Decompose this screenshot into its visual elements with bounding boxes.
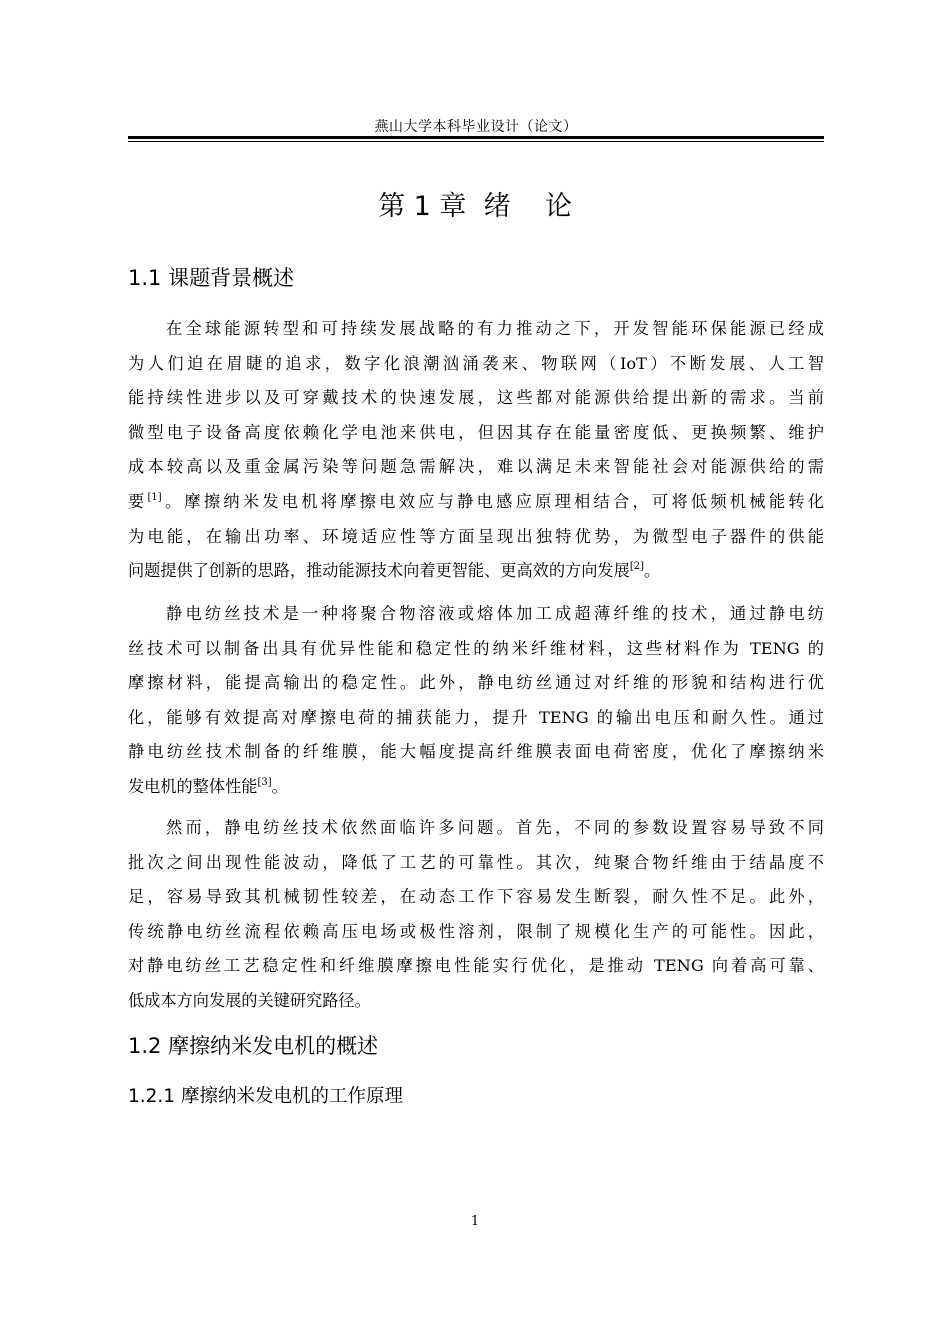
paragraph-1 [128, 312, 824, 589]
text-line [128, 485, 824, 520]
text-line: 静电纺丝技术制备的纤维膜，能大幅度提高纤维膜表面电荷密度，优化了摩擦纳米 [128, 742, 824, 762]
text-line: 成本较高以及重金属污染等问题急需解决，难以满足未来智能社会对能源供给的需 [128, 457, 824, 477]
chapter-title: 第 1 章 绪 论 [378, 191, 572, 222]
text-line: 化，能够有效提高对摩擦电荷的捕获能力，提升 TENG 的输出电压和耐久性。通过 [128, 707, 824, 727]
text-line [128, 770, 824, 805]
subsection-heading-1-2-1: 1.2.1 摩擦纳米发电机的工作原理 [128, 1086, 403, 1107]
header-rule-thin [128, 141, 824, 142]
section-heading-1-1: 1.1 课题背景概述 [128, 266, 295, 290]
text-line: 为人们迫在眉睫的追求，数字化浪潮汹涌袭来、物联网（IoT）不断发展、人工智 [128, 353, 824, 373]
citation-ref: [1] [147, 491, 162, 503]
text-line: 足，容易导致其机械韧性较差，在动态工作下容易发生断裂，耐久性不足。此外， [128, 887, 824, 907]
citation-ref: [3] [257, 776, 272, 788]
paragraph-3 [128, 811, 824, 1019]
text-fragment: 。 [271, 776, 288, 796]
text-line: 对静电纺丝工艺稳定性和纤维膜摩擦电性能实行优化，是推动 TENG 向着高可靠、 [128, 956, 824, 976]
header-rule-thick [128, 136, 824, 139]
text-line: 批次之间出现性能波动，降低了工艺的可靠性。其次，纯聚合物纤维由于结晶度不 [128, 852, 824, 872]
text-line: 静电纺丝技术是一种将聚合物溶液或熔体加工成超薄纤维的技术，通过静电纺 [166, 604, 824, 623]
text-line: 然而，静电纺丝技术依然面临许多问题。首先，不同的参数设置容易导致不同 [166, 818, 824, 837]
text-fragment: 发电机的整体性能 [128, 776, 258, 796]
page-number: 1 [470, 1214, 480, 1229]
text-fragment: 。摩擦纳米发电机将摩擦电效应与静电感应原理相结合，可将低频机械能转化 [161, 491, 825, 511]
text-line: 在全球能源转型和可持续发展战略的有力推动之下，开发智能环保能源已经成 [166, 319, 824, 338]
text-line: 低成本方向发展的关键研究路径。 [128, 990, 371, 1010]
running-header: 燕山大学本科毕业设计（论文） [374, 119, 578, 135]
text-line: 为电能，在输出功率、环境适应性等方面呈现出独特优势，为微型电子器件的供能 [128, 526, 824, 546]
text-line: 摩擦材料，能提高输出的稳定性。此外，静电纺丝通过对纤维的形貌和结构进行优 [128, 673, 824, 693]
text-line: 微型电子设备高度依赖化学电池来供电，但因其存在能量密度低、更换频繁、维护 [128, 422, 824, 442]
text-line [128, 554, 824, 589]
text-fragment: 。 [643, 561, 661, 581]
text-line: 能持续性进步以及可穿戴技术的快速发展，这些都对能源供给提出新的需求。当前 [128, 388, 824, 408]
citation-ref: [2] [629, 561, 644, 573]
text-fragment: 要 [128, 491, 148, 511]
text-fragment: 问题提供了创新的思路，推动能源技术向着更智能、更高效的方向发展 [128, 561, 630, 581]
section-heading-1-2: 1.2 摩擦纳米发电机的概述 [128, 1034, 379, 1058]
text-line: 传统静电纺丝流程依赖高压电场或极性溶剂，限制了规模化生产的可能性。因此， [128, 921, 824, 941]
paragraph-2 [128, 597, 824, 805]
text-line: 丝技术可以制备出具有优异性能和稳定性的纳米纤维材料，这些材料作为 TENG 的 [128, 638, 824, 658]
